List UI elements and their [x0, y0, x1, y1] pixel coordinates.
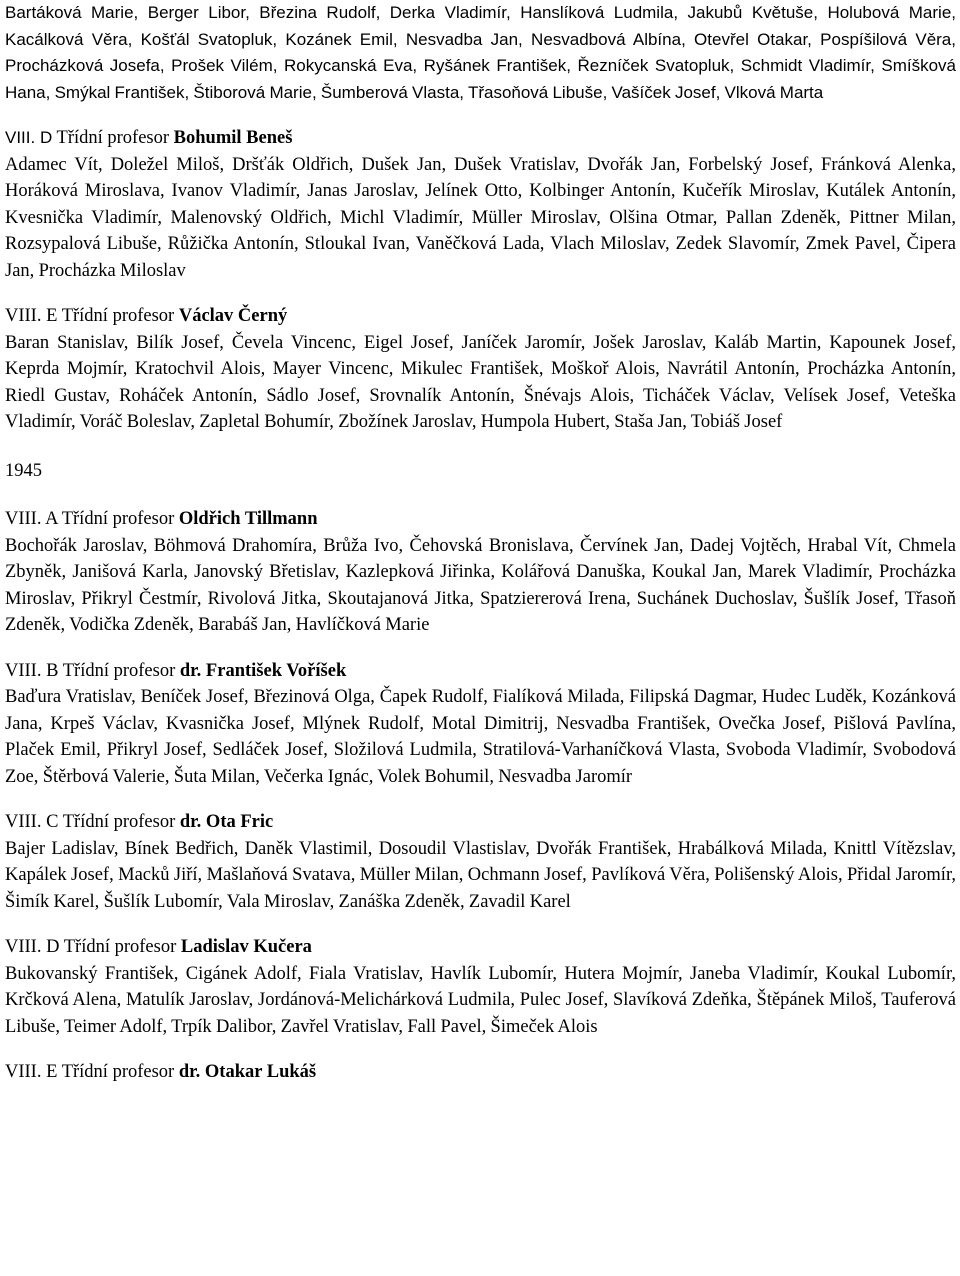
class-teacher-prefix: Třídní profesor: [61, 1062, 175, 1082]
class-heading: [5, 303, 956, 330]
class-teacher-name: Bohumil Beneš: [173, 128, 293, 148]
class-list-names: Bajer Ladislav, Bínek Bedřich, Daněk Vlastimil, Dosoudil Vlastislav, Dvořák František, Hrabálková Milada, Knittl Vítězslav, Kapálek Josef, Macků Jiří, Mašlaňová Svatava, Müller Milan, Ochmann Josef, Pavlíková Věra, Polišenský Alois, Přidal Jaromír, Šimík Karel, Šušlík Lubomír, Vala Miroslav, Zanáška Zdeněk, Zavadil Karel: [5, 838, 956, 912]
class-teacher-prefix: Třídní profesor: [61, 509, 175, 529]
class-label: VIII. E: [5, 1062, 58, 1082]
class-teacher-prefix: Třídní profesor: [61, 306, 175, 326]
class-heading: [5, 809, 956, 836]
class-heading: [5, 1059, 956, 1086]
class-teacher-prefix: Třídní profesor: [56, 128, 170, 148]
spacer: [5, 284, 956, 303]
class-teacher-name: Oldřich Tillmann: [178, 509, 318, 529]
year-heading: 1945: [5, 460, 42, 481]
class-teacher-name: Václav Černý: [178, 306, 288, 326]
class-teacher-name: dr. Ota Fric: [179, 812, 274, 832]
class-label: VIII. C: [5, 812, 59, 832]
class-teacher-name: Ladislav Kučera: [180, 937, 312, 957]
class-list-names: Baďura Vratislav, Beníček Josef, Březinová Olga, Čapek Rudolf, Fialíková Milada, Filipská Dagmar, Hudec Luděk, Kozánková Jana, Krpeš Václav, Kvasnička Josef, Mlýnek Rudolf, Motal Dimitrij, Nesvadba František, Ovečka Josef, Pišlová Pavlína, Plaček Emil, Přikryl Josef, Sedláček Josef, Složilová Ludmila, Stratilová-Varhaníčková Vlasta, Svoboda Vladimír, Svobodová Zoe, Štěrbová Valerie, Šuta Milan, Večerka Ignác, Volek Bohumil, Nesvadba Jaromír: [5, 687, 956, 787]
spacer: [5, 1040, 956, 1059]
class-label: VIII. E: [5, 306, 58, 326]
class-list-names: Bukovanský František, Cigánek Adolf, Fiala Vratislav, Havlík Lubomír, Hutera Mojmír, Janeba Vladimír, Koukal Lubomír, Krčková Alena, Matulík Jaroslav, Jordánová-Melichárková Ludmila, Pulec Josef, Slavíková Zdeňka, Štěpánek Miloš, Tauferová Libuše, Teimer Adolf, Trpík Dalibor, Zavřel Vratislav, Fall Pavel, Šimeček Alois: [5, 963, 956, 1037]
spacer: [5, 484, 956, 506]
class-list-names: Baran Stanislav, Bilík Josef, Čevela Vincenc, Eigel Josef, Janíček Jaromír, Jošek Jaroslav, Kaláb Martin, Kapounek Josef, Keprda Mojmír, Kratochvil Alois, Mayer Vincenc, Mikulec František, Moškoř Alois, Navrátil Antonín, Procházka Antonín, Riedl Gustav, Roháček Antonín, Sádlo Josef, Srovnalík Antonín, Šnévajs Alois, Ticháček Václav, Velísek Josef, Veteška Vladimír, Voráč Boleslav, Zapletal Bohumír, Zbožínek Jaroslav, Humpola Hubert, Staša Jan, Tobiáš Josef: [5, 332, 956, 432]
spacer: [5, 106, 956, 125]
class-heading: [5, 506, 956, 533]
spacer: [5, 436, 956, 458]
class-list-names: Bartáková Marie, Berger Libor, Březina Rudolf, Derka Vladimír, Hanslíková Ludmila, Jakubů Květuše, Holubová Marie, Kacálková Věra, Košťál Svatopluk, Kozánek Emil, Nesvadba Jan, Nesvadbová Albína, Otevřel Otakar, Pospíšilová Věra, Procházková Josefa, Prošek Vilém, Rokycanská Eva, Ryšánek František, Řezníček Svatopluk, Schmidt Vladimír, Smíšková Hana, Smýkal František, Štiborová Marie, Šumberová Vlasta, Třasoňová Libuše, Vašíček Josef, Vlková Marta: [5, 3, 956, 102]
spacer: [5, 639, 956, 658]
class-label: VIII. D: [5, 937, 60, 957]
class-label: VIII. D: [5, 128, 53, 147]
class-teacher-name: dr. Otakar Lukáš: [178, 1062, 317, 1082]
class-teacher-prefix: Třídní profesor: [62, 660, 176, 681]
class-heading: [5, 658, 956, 685]
class-label: VIII. A: [5, 509, 58, 529]
class-teacher-prefix: Třídní profesor: [63, 937, 177, 957]
spacer: [5, 790, 956, 809]
spacer: [5, 915, 956, 934]
class-heading: [5, 934, 956, 961]
class-teacher-name: dr. František Voříšek: [179, 660, 347, 681]
class-teacher-prefix: Třídní profesor: [62, 812, 176, 832]
class-list-names: Bochořák Jaroslav, Böhmová Drahomíra, Brůža Ivo, Čehovská Bronislava, Červínek Jan, Dadej Vojtěch, Hrabal Vít, Chmela Zbyněk, Janišová Karla, Janovský Břetislav, Kazlepková Jiřinka, Kolářová Danuška, Koukal Jan, Marek Vladimír, Procházka Miroslav, Přikryl Čestmír, Rivolová Jitka, Skoutajanová Jitka, Spatziererová Irena, Suchánek Duchoslav, Šušlík Josef, Třasoň Zdeněk, Vodička Zdeněk, Barabáš Jan, Havlíčková Marie: [5, 535, 956, 635]
class-list-names: Adamec Vít, Doležel Miloš, Dršťák Oldřich, Dušek Jan, Dušek Vratislav, Dvořák Jan, Forbelský Josef, Fránková Alenka, Horáková Miroslava, Ivanov Vladimír, Janas Jaroslav, Jelínek Otto, Kolbinger Antonín, Kučeřík Miroslav, Kutálek Antonín, Kvesnička Vladimír, Malenovský Oldřich, Michl Vladimír, Müller Miroslav, Olšina Otmar, Pallan Zdeněk, Pittner Milan, Rozsypalová Libuše, Růžička Antonín, Stloukal Ivan, Vaněčková Lada, Vlach Miloslav, Zedek Slavomír, Zmek Pavel, Čipera Jan, Procházka Miloslav: [5, 154, 956, 281]
class-heading: [5, 125, 956, 152]
class-label: VIII. B: [5, 660, 59, 681]
